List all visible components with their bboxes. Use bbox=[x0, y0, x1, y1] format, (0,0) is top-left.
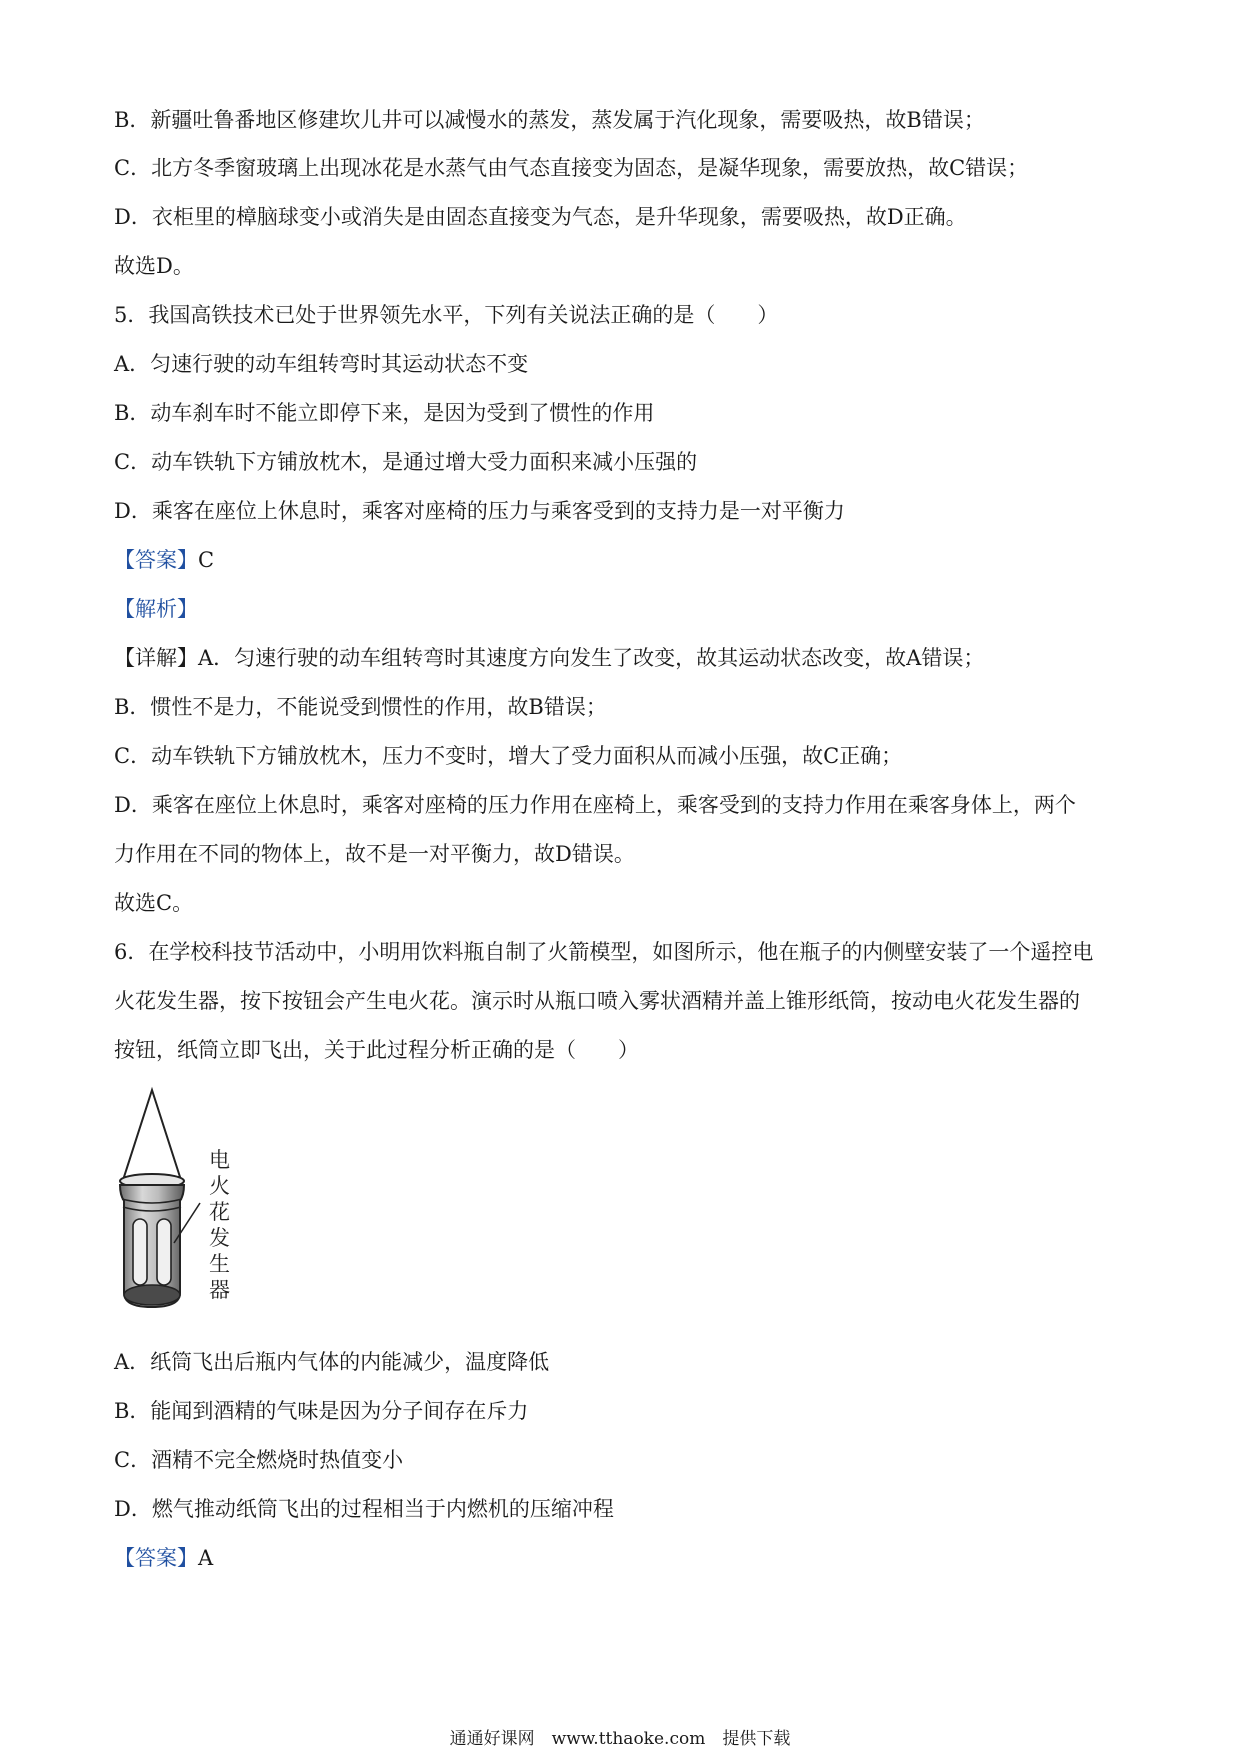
figure-label-char: 发 bbox=[209, 1226, 230, 1250]
q6-answer bbox=[114, 1543, 213, 1573]
detail-tag: 【详解】 bbox=[114, 646, 198, 670]
q5-conclusion: 故选C。 bbox=[114, 891, 194, 915]
question-6-stem: 火花发生器，按下按钮会产生电火花。演示时从瓶口喷入雾状酒精并盖上锥形纸筒，按动电火花发生器的 bbox=[114, 989, 1080, 1013]
q5-answer bbox=[114, 545, 214, 575]
answer-tag: 【答案】 bbox=[114, 1546, 198, 1570]
text-line: C．北方冬季窗玻璃上出现冰花是水蒸气由气态直接变为固态，是凝华现象，需要放热，故C错误； bbox=[114, 156, 1029, 180]
paper-cone bbox=[124, 1090, 180, 1177]
figure-label-char: 器 bbox=[209, 1278, 230, 1302]
q5-analysis-tag bbox=[114, 594, 198, 624]
q5-option-d: D．乘客在座位上休息时，乘客对座椅的压力与乘客受到的支持力是一对平衡力 bbox=[114, 499, 845, 523]
q6-option-c: C．酒精不完全燃烧时热值变小 bbox=[114, 1448, 404, 1472]
question-6-stem: 6．在学校科技节活动中，小明用饮料瓶自制了火箭模型，如图所示，他在瓶子的内侧壁安装了一个遥控电 bbox=[114, 940, 1094, 964]
q6-option-b: B．能闻到酒精的气味是因为分子间存在斥力 bbox=[114, 1399, 529, 1423]
text-line: 故选D。 bbox=[114, 254, 194, 278]
q5-option-b: B．动车刹车时不能立即停下来，是因为受到了惯性的作用 bbox=[114, 401, 655, 425]
question-5-stem: 5．我国高铁技术已处于世界领先水平，下列有关说法正确的是（ ） bbox=[114, 303, 779, 327]
figure-label-char: 生 bbox=[209, 1252, 230, 1276]
answer-value: C bbox=[198, 548, 215, 572]
q5-detail-line: B．惯性不是力，不能说受到惯性的作用，故B错误； bbox=[114, 695, 607, 719]
analysis-tag: 【解析】 bbox=[114, 597, 198, 621]
q5-detail-line: 力作用在不同的物体上，故不是一对平衡力，故D错误。 bbox=[114, 842, 635, 866]
q5-option-a: A．匀速行驶的动车组转弯时其运动状态不变 bbox=[114, 352, 529, 376]
text-line: B．新疆吐鲁番地区修建坎儿井可以减慢水的蒸发，蒸发属于汽化现象，需要吸热，故B错误； bbox=[114, 108, 985, 132]
q5-detail-line bbox=[114, 643, 984, 673]
rocket-bottle-drawing bbox=[114, 1085, 244, 1315]
rocket-bottle-figure bbox=[114, 1085, 244, 1315]
figure-label-char: 火 bbox=[209, 1174, 230, 1198]
q6-option-a: A．纸筒飞出后瓶内气体的内能减少，温度降低 bbox=[114, 1350, 550, 1374]
q5-detail-line: D．乘客在座位上休息时，乘客对座椅的压力作用在座椅上，乘客受到的支持力作用在乘客身体上，两个 bbox=[114, 793, 1076, 817]
answer-value: A bbox=[198, 1546, 214, 1570]
question-6-stem: 按钮，纸筒立即飞出，关于此过程分析正确的是（ ） bbox=[114, 1038, 639, 1062]
q6-option-d: D．燃气推动纸筒飞出的过程相当于内燃机的压缩冲程 bbox=[114, 1497, 614, 1521]
text-line: D．衣柜里的樟脑球变小或消失是由固态直接变为气态，是升华现象，需要吸热，故D正确。 bbox=[114, 205, 967, 229]
figure-label-char: 电 bbox=[209, 1148, 230, 1172]
q5-option-c: C．动车铁轨下方铺放枕木，是通过增大受力面积来减小压强的 bbox=[114, 450, 698, 474]
answer-tag: 【答案】 bbox=[114, 548, 198, 572]
detail-text: A．匀速行驶的动车组转弯时其速度方向发生了改变，故其运动状态改变，故A错误； bbox=[198, 646, 985, 670]
q5-detail-line: C．动车铁轨下方铺放枕木，压力不变时，增大了受力面积从而减小压强，故C正确； bbox=[114, 744, 903, 768]
bottle-base bbox=[124, 1285, 180, 1305]
page-footer: 通通好课网 www.tthaoke.com 提供下载 bbox=[449, 1729, 791, 1749]
figure-label-char: 花 bbox=[209, 1200, 230, 1224]
